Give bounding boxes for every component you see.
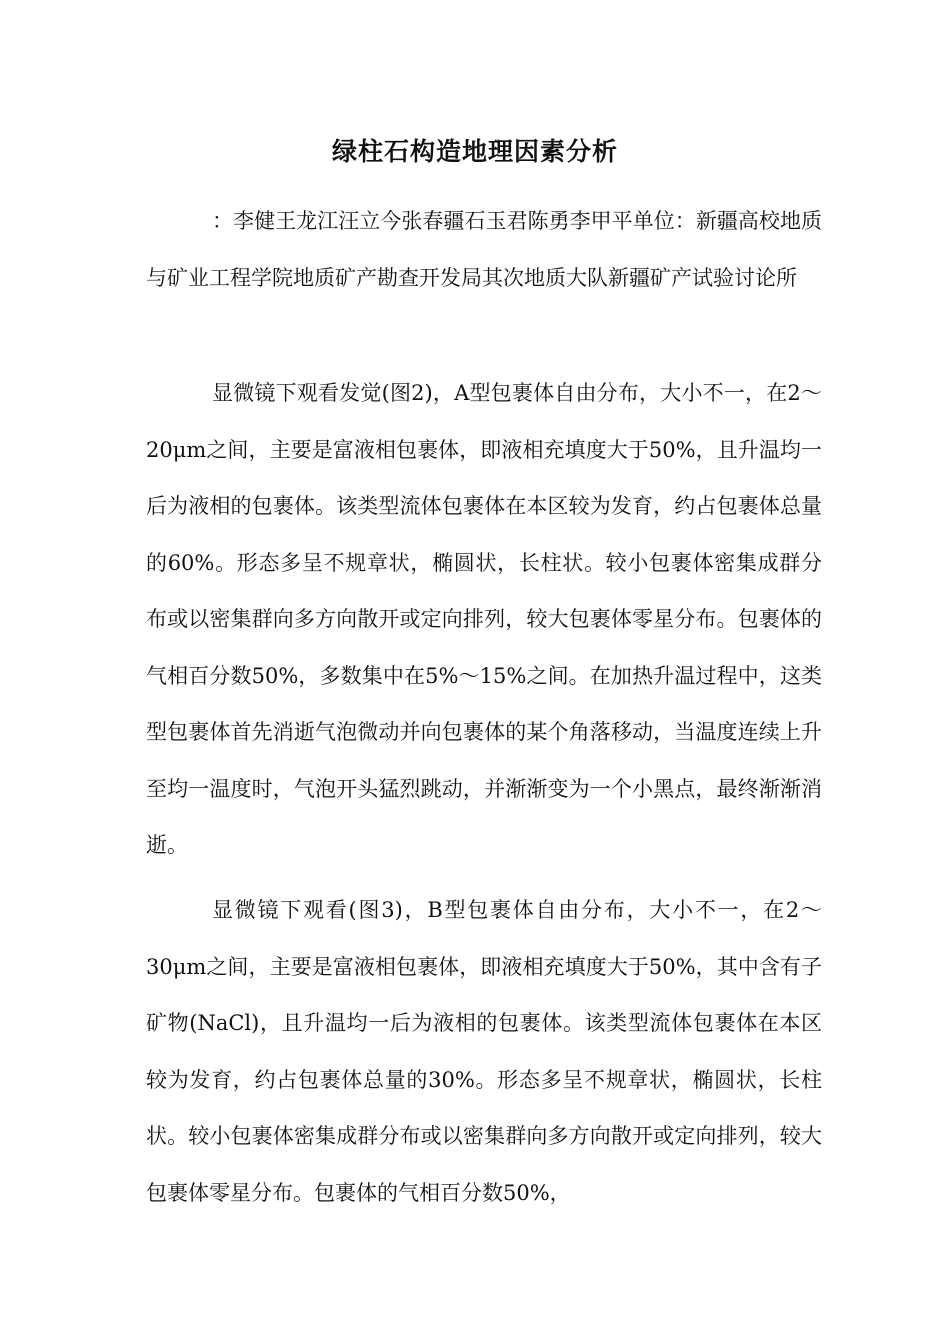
type-a-inclusion-paragraph: 显微镜下观看发觉(图2)，A型包裹体自由分布，大小不一，在2～20μm之间，主要是富液相包裹体，即液相充填度大于50%，且升温均一后为液相的包裹体。该类型流体包裹体在本区较为发育，约占包裹体总量的60%。形态多呈不规章状，椭圆状，长柱状。较小包裹体密集成群分布或以密集群向多方向散开或定向排列，较大包裹体零星分布。包裹体的气相百分数50%，多数集中在5%～15%之间。在加热升温过程中，这类型包裹体首先消逝气泡微动并向包裹体的某个角落移动，当温度连续上升至均一温度时，气泡开头猛烈跳动，并渐渐变为一个小黑点，最终渐渐消逝。 — [146, 381, 822, 857]
authors-paragraph: ：李健王龙江汪立今张春疆石玉君陈勇李甲平单位：新疆高校地质与矿业工程学院地质矿产勘查开发局其次地质大队新疆矿产试验讨论所 — [146, 209, 822, 290]
type-b-inclusion-paragraph: 显微镜下观看(图3)，B型包裹体自由分布，大小不一，在2～30μm之间，主要是富液相包裹体，即液相充填度大于50%，其中含有子矿物(NaCl)，且升温均一后为液相的包裹体。该类型流体包裹体在本区较为发育，约占包裹体总量的30%。形态多呈不规章状，椭圆状，长柱状。较小包裹体密集成群分布或以密集群向多方向散开或定向排列，较大包裹体零星分布。包裹体的气相百分数50%， — [146, 898, 822, 1205]
document-title: 绿柱石构造地理因素分析 — [331, 137, 618, 166]
